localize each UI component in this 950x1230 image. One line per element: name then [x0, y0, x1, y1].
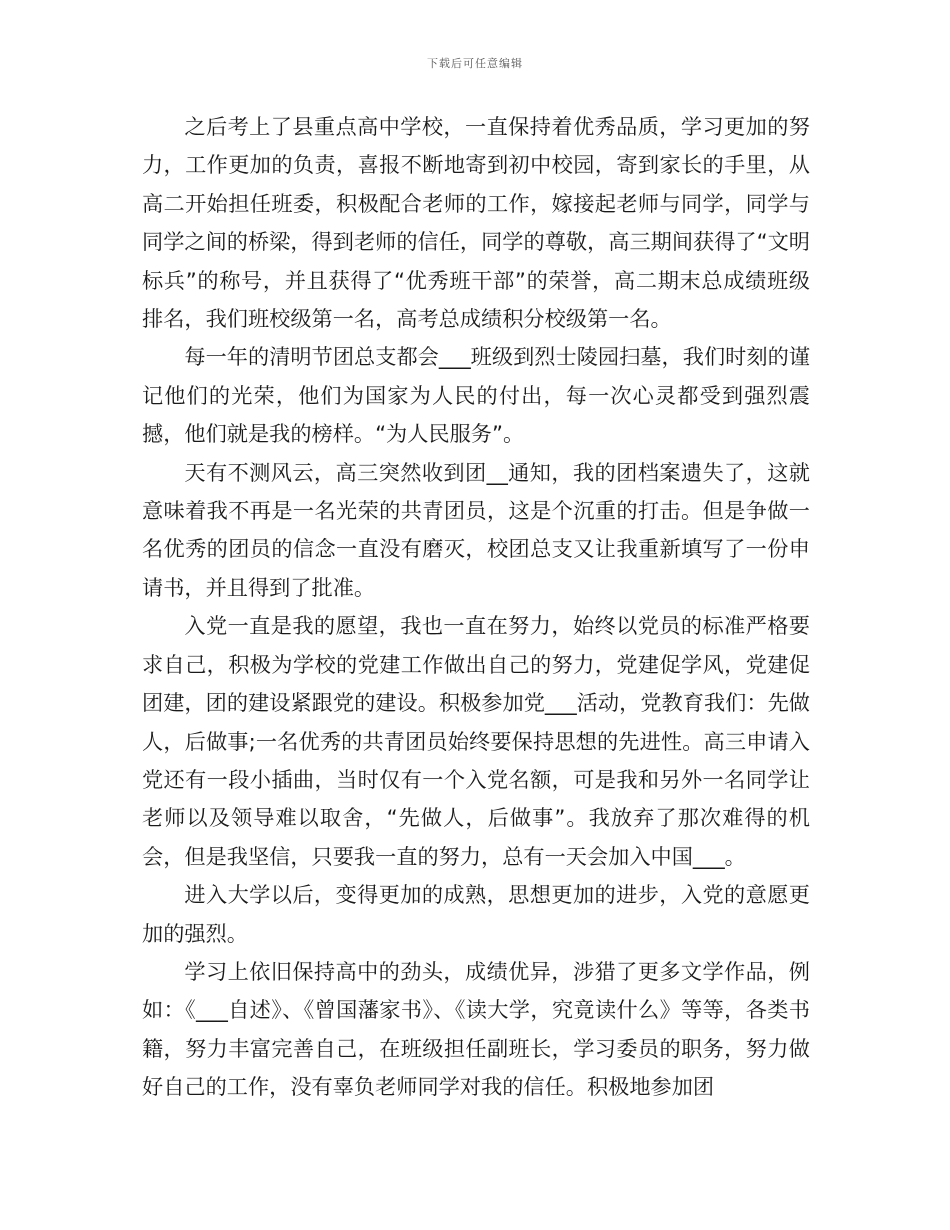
document-body [142, 108, 810, 1107]
paragraph-3: 天有不测风云，高三突然收到团__通知，我的团档案遗失了，这就意味着我不再是一名光荣的共青团员，这是个沉重的打击。但是争做一名优秀的团员的信念一直没有磨灭，校团总支又让我重新填写了一份申请书，并且得到了批准。 [142, 459, 810, 600]
paragraph-2: 每一年的清明节团总支都会___班级到烈士陵园扫墓，我们时刻的谨记他们的光荣，他们为国家为人民的付出，每一次心灵都受到强烈震撼，他们就是我的榜样。“为人民服务”。 [142, 344, 810, 447]
paragraph-4: 入党一直是我的愿望，我也一直在努力，始终以党员的标准严格要求自己，积极为学校的党建工作做出自己的努力，党建促学风，党建促团建，团的建设紧跟党的建设。积极参加党___活动，党教育我们：先做人，后做事;一名优秀的共青团员始终要保持思想的先进性。高三申请入党还有一段小插曲，当时仅有一个入党名额，可是我和另外一名同学让老师以及领导难以取舍，“先做人，后做事”。我放弃了那次难得的机会，但是我坚信，只要我一直的努力，总有一天会加入中国___。 [142, 613, 810, 869]
paragraph-6: 学习上依旧保持高中的劲头，成绩优异，涉猎了更多文学作品，例如：《___自述》、《曾国藩家书》、《读大学，究竟读什么》等等，各类书籍，努力丰富完善自己，在班级担任副班长，学习委员的职务，努力做好自己的工作，没有辜负老师同学对我的信任。积极地参加团 [142, 958, 810, 1100]
paragraph-1: 之后考上了县重点高中学校，一直保持着优秀品质，学习更加的努力，工作更加的负责，喜报不断地寄到初中校园，寄到家长的手里，从高二开始担任班委，积极配合老师的工作，嫁接起老师与同学，同学与同学之间的桥梁，得到老师的信任，同学的尊敬，高三期间获得了“文明标兵”的称号，并且获得了“优秀班干部”的荣誉，高二期末总成绩班级排名，我们班校级第一名，高考总成绩积分校级第一名。 [142, 114, 810, 332]
page-header: 下载后可任意编辑 [427, 57, 523, 70]
paragraph-5: 进入大学以后，变得更加的成熟，思想更加的进步，入党的意愿更加的强烈。 [142, 882, 810, 946]
